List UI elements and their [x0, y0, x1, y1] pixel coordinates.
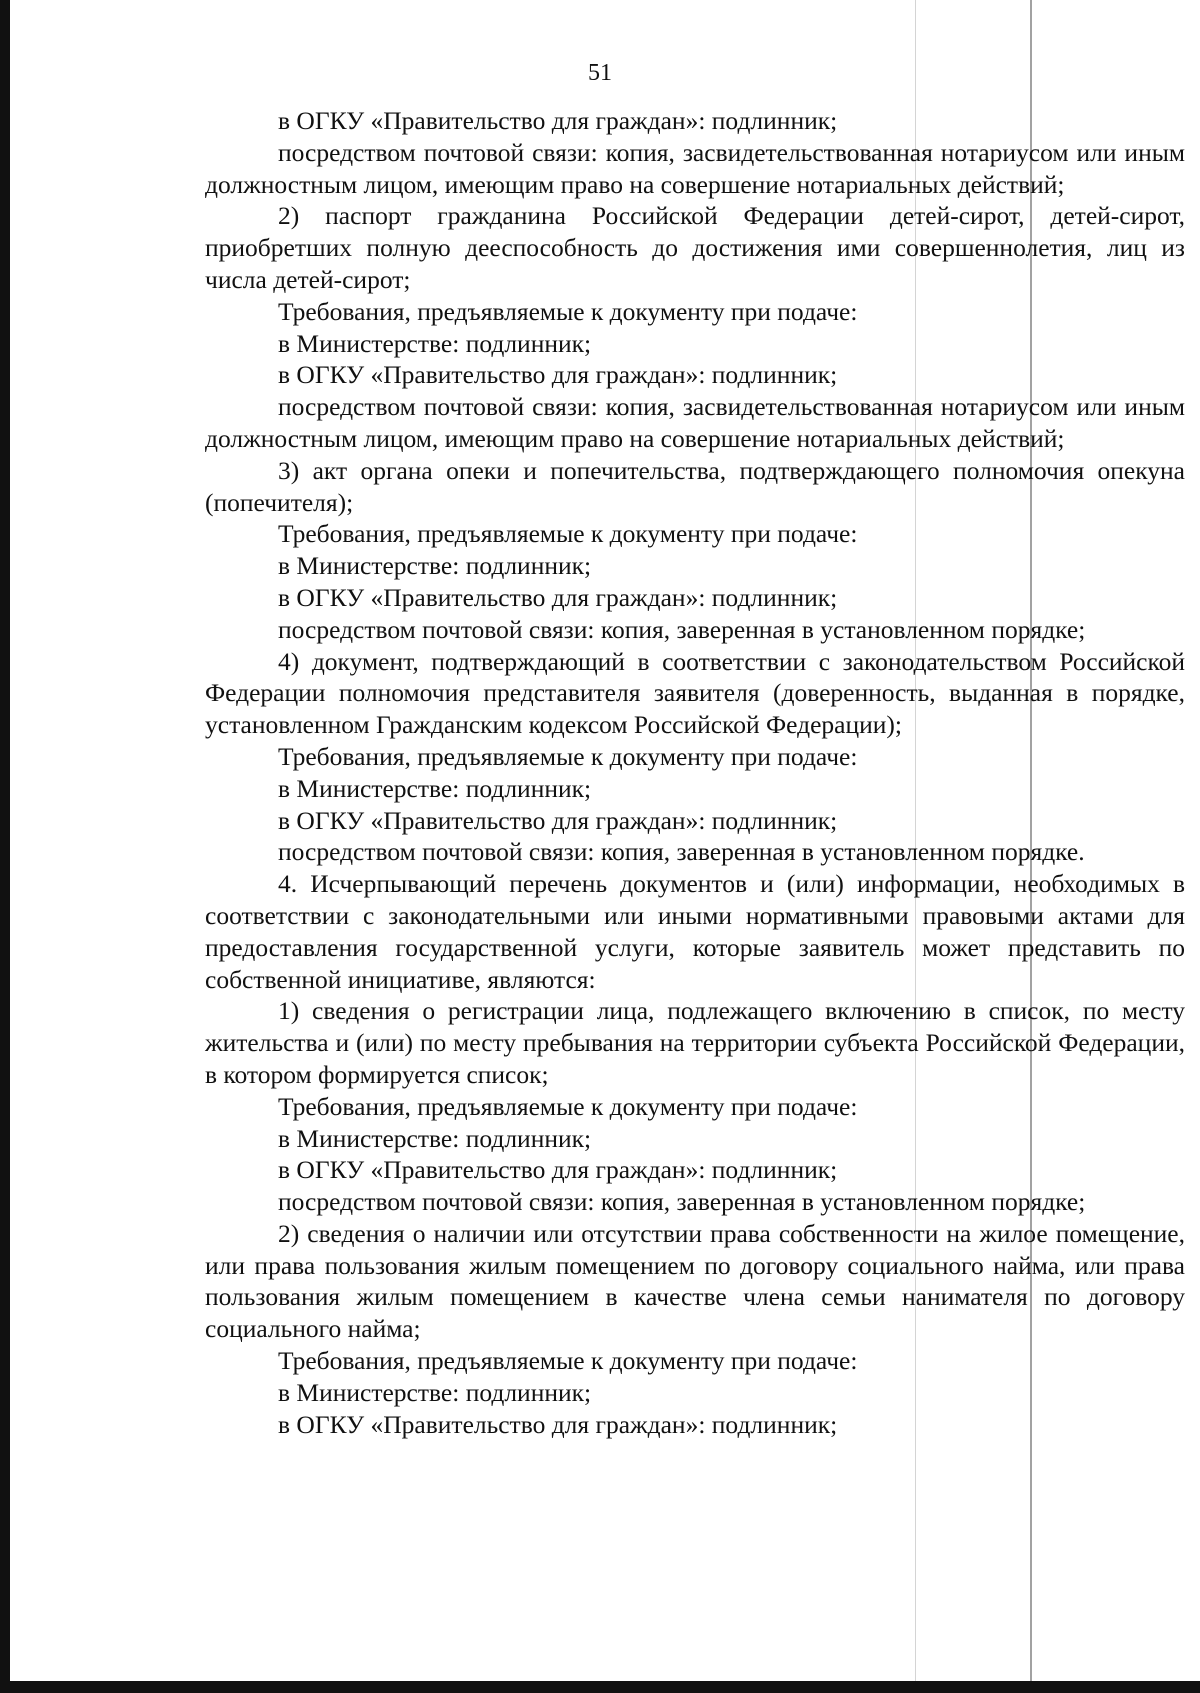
paragraph: в ОГКУ «Правительство для граждан»: подлинник; [278, 805, 838, 835]
paragraph: в ОГКУ «Правительство для граждан»: подлинник; [278, 106, 838, 135]
paragraph: в Министерстве: подлинник; [278, 551, 592, 581]
paragraph: 2) паспорт гражданина Российской Федерации детей-сирот, детей-сирот, приобретших полную дееспособность до достижения ими совершеннолетия, лиц из числа детей-сирот; [205, 201, 1185, 294]
paragraph: 4) документ, подтверждающий в соответствии с законодательством Российской Федерации полномочия представителя заявителя (доверенность, выданная в порядке, установленном Гражданским кодексом Российской Федерации); [205, 646, 1185, 740]
paragraph: посредством почтовой связи: копия, засвидетельствованная нотариусом или иным должностным лицом, имеющим право на совершение нотариальных действий; [205, 392, 1185, 453]
paragraph: 1) сведения о регистрации лица, подлежащего включению в список, по месту жительства и (или) по месту пребывания на территории субъекта Российской Федерации, в котором формируется список; [205, 996, 1185, 1089]
page-number: 51 [588, 60, 612, 86]
paragraph: 3) акт органа опеки и попечительства, подтверждающего полномочия опекуна (попечителя); [205, 455, 1185, 517]
paragraph: посредством почтовой связи: копия, заверенная в установленном порядке; [278, 1187, 1086, 1217]
paragraph: в ОГКУ «Правительство для граждан»: подлинник; [278, 1409, 838, 1439]
paragraph: Требования, предъявляемые к документу при подаче: [278, 296, 858, 326]
paragraph: в ОГКУ «Правительство для граждан»: подлинник; [278, 582, 838, 612]
paragraph: в Министерстве: подлинник; [278, 1123, 592, 1153]
paragraph: посредством почтовой связи: копия, заверенная в установленном порядке. [278, 837, 1085, 867]
paragraph: Требования, предъявляемые к документу при подаче: [278, 1091, 858, 1121]
paragraph: 2) сведения о наличии или отсутствии права собственности на жилое помещение, или права пользования жилым помещением по договору социального найма, или права пользования жилым помещением в качестве члена семьи нанимателя по договору социального найма; [205, 1218, 1185, 1344]
scan-bottom-edge [0, 1681, 1200, 1693]
scan-left-edge [0, 0, 10, 1693]
paragraph: посредством почтовой связи: копия, засвидетельствованная нотариусом или иным должностным лицом, имеющим право на совершение нотариальных действий; [205, 137, 1185, 199]
paragraph: посредством почтовой связи: копия, заверенная в установленном порядке; [278, 614, 1086, 644]
paragraph: в ОГКУ «Правительство для граждан»: подлинник; [278, 1155, 838, 1185]
paragraph: в Министерстве: подлинник; [278, 1377, 592, 1407]
paragraph: 4. Исчерпывающий перечень документов и (или) информации, необходимых в соответствии с законодательными или иными нормативными правовыми актами для предоставления государственной услуги, которые заявитель может представить по собственной инициативе, являются: [205, 869, 1185, 994]
paragraph: в ОГКУ «Правительство для граждан»: подлинник; [278, 360, 838, 390]
paragraph: Требования, предъявляемые к документу при подаче: [278, 519, 858, 549]
paragraph: Требования, предъявляемые к документу при подаче: [278, 741, 858, 771]
paragraph: Требования, предъявляемые к документу при подаче: [278, 1346, 858, 1376]
paragraph: в Министерстве: подлинник; [278, 773, 592, 803]
document-body [205, 105, 1185, 1440]
paragraph: в Министерстве: подлинник; [278, 328, 592, 358]
